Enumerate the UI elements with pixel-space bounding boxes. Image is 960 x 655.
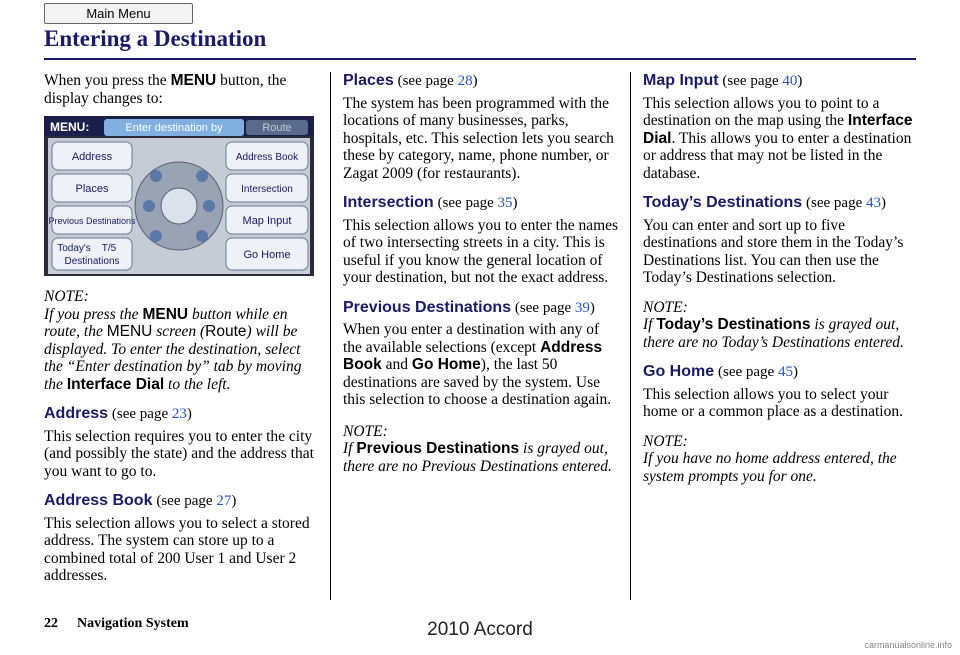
intro-text: When you press the MENU button, the display changes to: <box>44 72 287 107</box>
section-body-address-book: This selection allows you to select a stored address. The system can store up to a combined total of 200 User 1 and User 2 addresses. <box>44 514 310 584</box>
section-heading-go-home: Go Home (see page 45) <box>643 363 798 380</box>
page-link-todays[interactable]: 43 <box>865 195 881 211</box>
page-link-address-book[interactable]: 27 <box>216 493 232 509</box>
screen-btn-intersection: Intersection <box>241 184 293 195</box>
section-body-places: The system has been programmed with the locations of many businesses, parks, hospitals, etc. This selection lets you search these by category, name, phone number, or Zagat 2009 (for restaurants). <box>343 94 614 182</box>
screen-btn-places: Places <box>75 183 109 195</box>
screen-btn-destinations: Destinations <box>64 256 120 267</box>
section-heading-intersection: Intersection (see page 35) <box>343 194 518 211</box>
section-body-address: This selection requires you to enter the city (and possibly the state) and the address that you want to go to. <box>44 427 314 480</box>
screen-btn-t5: T/5 <box>101 243 117 254</box>
note-2: NOTE: If Previous Destinations is grayed out, there are no Previous Destinations entered. <box>343 422 612 475</box>
note-1: NOTE: If you press the MENU button while en route, the MENU screen (Route) will be displayed. To enter the destination, select the “Enter destination by” tab by moving the Interface Dial to the left. <box>44 288 302 393</box>
section-heading-map-input: Map Input (see page 40) <box>643 72 803 89</box>
section-heading-address: Address (see page 23) <box>44 405 192 422</box>
note-label: NOTE: <box>44 288 89 305</box>
screen-tab-active: Enter destination by <box>125 122 223 134</box>
page-title: Entering a Destination <box>44 26 267 51</box>
section-heading-todays: Today’s Destinations (see page 43) <box>643 194 886 211</box>
column-divider <box>330 72 331 600</box>
note-3: NOTE: If Today’s Destinations is grayed out, there are no Today’s Destinations entered. <box>643 298 904 351</box>
section-heading-places: Places (see page 28) <box>343 72 478 89</box>
column-3 <box>643 72 915 494</box>
screen-btn-address-book: Address Book <box>235 152 299 163</box>
page-link-intersection[interactable]: 35 <box>497 195 513 211</box>
footer-section-name: Navigation System <box>77 616 189 631</box>
footer-model: 2010 Accord <box>427 619 533 640</box>
page-link-go-home[interactable]: 45 <box>777 364 793 380</box>
section-body-previous: When you enter a destination with any of the available selections (except Address Book and Go Home), the last 50 destinations are saved by the system. Use this selection to choose a destination again. <box>343 321 612 408</box>
column-1 <box>44 72 316 594</box>
title-rule <box>44 58 916 60</box>
section-heading-previous: Previous Destinations (see page 39) <box>343 298 595 316</box>
screen-btn-map-input: Map Input <box>242 215 292 227</box>
page-link-previous[interactable]: 39 <box>574 299 590 316</box>
page-link-address[interactable]: 23 <box>171 406 187 422</box>
note-4: NOTE: If you have no home address entered, the system prompts you for one. <box>643 432 897 485</box>
section-heading-address-book: Address Book (see page 27) <box>44 492 237 509</box>
screen-btn-go-home: Go Home <box>243 249 291 261</box>
page-number: 22 <box>44 616 58 631</box>
main-menu-button[interactable]: Main Menu <box>44 3 193 24</box>
screen-btn-previous: Previous Destinations <box>48 216 136 226</box>
screen-tab-inactive: Route <box>262 122 292 134</box>
section-body-go-home: This selection allows you to select your home or a common place as a destination. <box>643 385 903 420</box>
section-body-intersection: This selection allows you to enter the names of two intersecting streets in a city. This is useful if you know the general location of your destination, but not the exact address. <box>343 216 619 286</box>
page-link-places[interactable]: 28 <box>457 73 473 89</box>
column-2 <box>343 72 619 484</box>
page-link-map-input[interactable]: 40 <box>782 73 798 89</box>
navigation-screen-image <box>44 116 314 276</box>
screen-btn-todays: Today's <box>57 243 91 254</box>
screen-btn-address: Address <box>71 151 113 163</box>
watermark: carmanualsonline.info <box>864 640 952 650</box>
section-body-todays: You can enter and sort up to five destinations and store them in the Today’s Destinations list. You can then use the Today’s Destinations selection. <box>643 216 904 286</box>
screen-menu-label: MENU: <box>50 120 90 134</box>
column-divider <box>630 72 631 600</box>
section-body-map-input: This selection allows you to point to a destination on the map using the Interface Dial. This allows you to enter a destination or address that may not be listed in the database. <box>643 94 913 182</box>
